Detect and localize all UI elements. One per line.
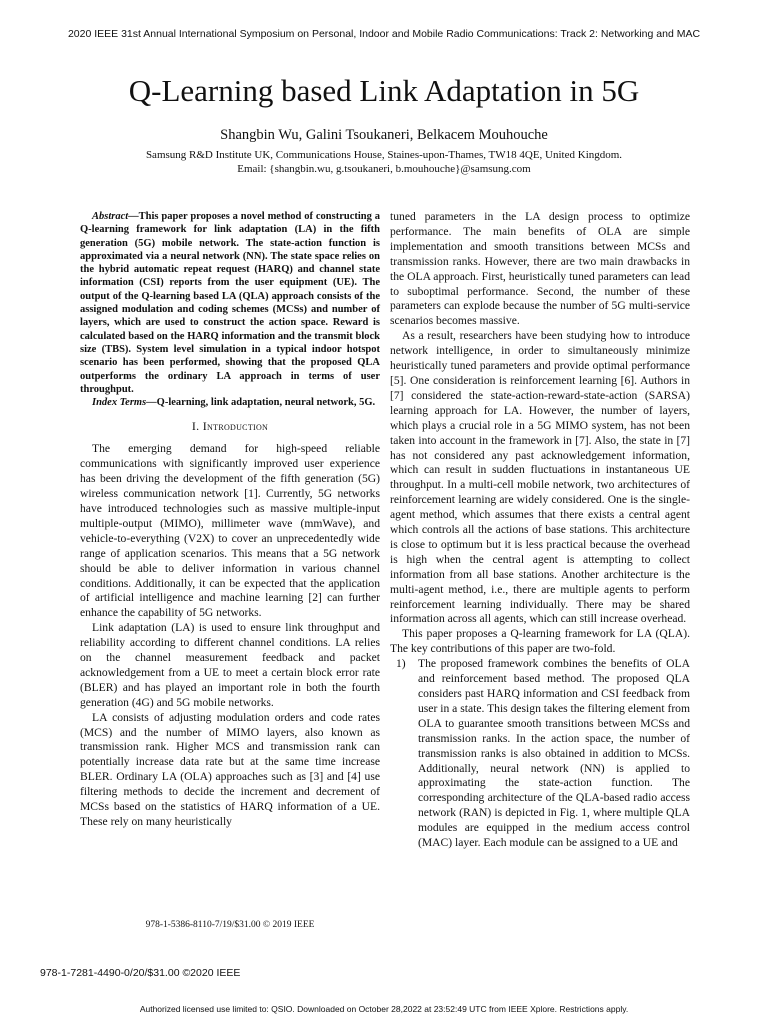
intro-paragraph-1: The emerging demand for high-speed reliable communications with significantly improved user experience has been driving the development of the fifth generation (5G) wireless communication network [1]. Currently, 5G networks have introduced technologies such as massive multiple-input multiple-output (MIMO), millimeter wave (mmWave), and vehicle-to-everything (V2X) to cover an unprecedentedly wide range of application scenarios. This means that a 5G network should be able to deliver information in various channel conditions. Additionally, it can be expected that the application of artificial intelligence and machine learning [2] can further enhance the capability of 5G networks.: [80, 442, 380, 620]
section-heading-introduction: I. Introduction: [191, 419, 269, 434]
paper-title: Q-Learning based Link Adaptation in 5G: [128, 73, 640, 108]
contribution-text: The proposed framework combines the benefits of OLA and reinforcement based method. The proposed QLA considers past HARQ information and CSI feedback from user in a state. This design takes the filtering element from OLA to guarantee smooth transitions between MCSs and transmission ranks. In the action space, the number of transmission ranks is also obtained in addition to MCSs. Additionally, neural network (NN) is applied to approximating the state-action function. The corresponding architecture of the QLA-based radio access network (RAN) is depicted in Fig. 1, where multiple QLA modules are equipped in the medium access control (MAC) layer. Each module can be assigned to a UE and: [418, 657, 690, 850]
intro-paragraph-2: Link adaptation (LA) is used to ensure link throughput and reliability according to different channel conditions. LA relies on the channel measurement feedback and packet acknowledgement from a UE to meet a certain block error rate (BLER) and has played an important role in both the fourth generation (4G) and 5G mobile networks.: [80, 621, 380, 709]
paper-authors: Shangbin Wu, Galini Tsoukaneri, Belkacem Mouhouche: [220, 127, 548, 143]
left-column: [80, 210, 380, 830]
intro-paragraph-6: This paper proposes a Q-learning framework for LA (QLA). The key contributions of this paper are two-fold.: [390, 627, 690, 656]
right-column: [390, 210, 690, 851]
conference-header: 2020 IEEE 31st Annual International Symposium on Personal, Indoor and Mobile Radio Communications: Track 2: Networking and MAC: [67, 28, 701, 40]
isbn-footer: 978-1-7281-4490-0/20/$31.00 ©2020 IEEE: [40, 967, 241, 979]
abstract: [80, 210, 380, 396]
copyright-notice: 978-1-5386-8110-7/19/$31.00 © 2019 IEEE: [145, 920, 315, 930]
contribution-item: [396, 657, 690, 851]
index-terms-text: —Q-learning, link adaptation, neural network, 5G.: [146, 397, 376, 409]
abstract-label: Abstract: [92, 211, 129, 222]
index-terms: [80, 396, 380, 409]
license-footer: Authorized licensed use limited to: QSIO. Downloaded on October 28,2022 at 23:52:49 UTC from IEEE Xplore. Restrictions apply.: [139, 1004, 629, 1014]
contributions-list: [390, 657, 690, 851]
affiliation-block: [0, 149, 768, 176]
intro-paragraph-4: tuned parameters in the LA design process to optimize performance. The main benefits of OLA are simple implementation and smooth transitions between MCSs and transmission ranks. However, there are two main drawbacks in the OLA approach. First, heuristically tuned parameters can lead to suboptimal performance. Second, the number of these parameters can explode because the number of 5G multi-service scenarios becomes massive.: [390, 210, 690, 328]
affiliation: Samsung R&D Institute UK, Communications House, Staines-upon-Thames, TW18 4QE, United Kingdom.: [145, 149, 623, 161]
intro-paragraph-3: LA consists of adjusting modulation orders and code rates (MCS) and the number of MIMO layers, also known as transmission rank. Higher MCS and transmission rank can potentially increase data rate but at the same time increase BLER. Ordinary LA (OLA) approaches such as [3] and [4] use filtering methods to decide the increment and decrement of MCSs based on the statistics of HARQ information of a UE. These rely on many heuristically: [80, 710, 380, 829]
intro-paragraph-5: As a result, researchers have been studying how to introduce network intelligence, in order to simultaneously minimize heuristically tuned parameters and provide optimal performance [5]. One consideration is reinforcement learning [6]. Authors in [7] considered the state-action-reward-state-action (SARSA) learning approach for LA. However, the number of layers, which plays a crucial role in a 5G MIMO system, has not been taken into account in the framework in [7]. Also, the state in [7] has not considered any past acknowledgement information, which can result in sudden fluctuations in instantaneous UE throughput. In a multi-cell mobile network, two architectures of reinforcement learning are widely considered. One is the single-agent method, which assumes that there exists a central agent which controls all the actions of base stations. This architecture is close to optimum but it is less practical because the overhead is high when the central agent is attempting to collect information from all base stations. Another architecture is the multi-agent method, i.e., there are multiple agents to perform reinforcement learning individually. There may be shared information across all agents, which can still increase overhead.: [390, 329, 690, 626]
contribution-number: 1): [396, 657, 406, 671]
abstract-text: —This paper proposes a novel method of constructing a Q-learning framework for link adaptation (LA) in the fifth generation (5G) mobile network. The state-action function is approximated via a neural network (NN). The state space relies on the hybrid automatic repeat request (HARQ) and channel state information (CSI) reports from the user equipment (UE). The output of the Q-learning based LA (QLA) approach consists of the assigned modulation and coding schemes (MCSs) and number of layers, which are used to construct the action space. Reward is calculated based on the HARQ information and the transmit block size (TBS). System level simulation in a typical indoor hotspot scenario has been performed, showing that the proposed QLA outperforms the ordinary LA approach in terms of user throughput.: [80, 211, 380, 395]
author-email: Email: {shangbin.wu, g.tsoukaneri, b.mouhouche}@samsung.com: [237, 162, 531, 175]
index-terms-label: Index Terms: [92, 397, 147, 409]
